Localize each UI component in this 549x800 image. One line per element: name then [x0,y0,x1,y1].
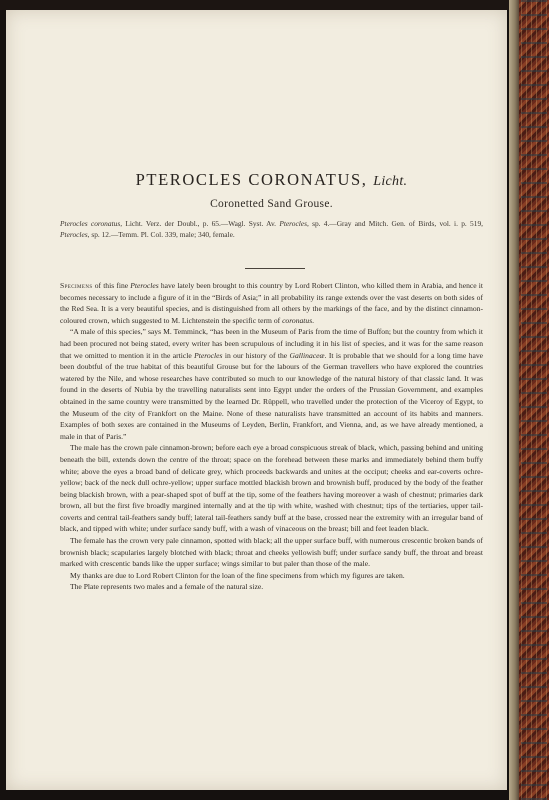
synonym-reference: sp. 12.—Temm. Pl. Col. 339, male; 340, female. [89,230,235,239]
lead-word: Specimens [60,281,93,290]
text-run: in our history of the [222,350,290,360]
scan-top-border [0,0,549,10]
paragraph-intro [60,280,483,326]
species-name: PTEROCLES CORONATUS, [135,170,368,189]
text-run: of this fine [92,281,131,290]
synonymy-block [60,218,483,240]
text-run: have lately been brought to this country by Lord Robert Clinton, who killed them in Arabia, and hence it becomes necessary to include a figure of it in the “Birds of Asia;” in all probability its range extends over the vast deserts on both sides of the Red Sea. It is a very beautiful species, and is distinguished from all others by the markings of the face, and by the distinct cinnamon-coloured crown, which suggested to M. Lichtenstein the specific term of [60,281,483,325]
synonym-name: Pterocles coronatus, [60,219,123,228]
family-name: Gallinaceæ [289,350,325,360]
specific-term: coronatus [282,315,313,325]
marbled-binding-pattern [521,0,547,800]
species-authority: Licht. [373,174,408,189]
book-page [6,10,507,790]
page-edge [509,0,519,800]
paragraph-male-description: The male has the crown pale cinnamon-brown; before each eye a broad conspicuous streak of black, which, passing behind and uniting beneath the bill, extends down the centre of the throat; space on the forehead between these marks and immediately behind them buffy white; above the eyes a broad band of delicate grey, which proceeds backwards and unites at the occiput; cheeks and ear-coverts ochre-yellow; back of the neck dull ochre-yellow; upper surface mottled blackish brown and brownish buff, produced by the body of the feather being blackish brown, with a pear-shaped spot of buff at the tip, some of the feathers having moreover a wash of chestnut; primaries dark brown, all but the first five broadly margined internally and at the tip with white, washed with chestnut; tips of the tertiaries, upper tail-coverts and central tail-feathers sandy buff; lateral tail-feathers sandy buff at the base, crossed near the extremity with an irregular band of black, and tipped with white; under surface sandy buff, with a wash of vinaceous on the breast; bill and feet leaden black. [60,443,483,534]
text-run: . [312,315,315,325]
common-name: Coronetted Sand Grouse. [210,198,333,210]
section-divider [245,268,305,269]
genus-name: Pterocles [130,281,159,290]
body-text [60,280,483,593]
paragraph-female-description: The female has the crown very pale cinnamon, spotted with black; all the upper surface buff, with numerous crescentic broken bands of brownish black; scapularies largely blotched with black; throat and cheeks yellowish buff; under surface sandy buff, the throat and breast marked with crescentic bands like the upper surface; wings similar to but paler than those of the male. [60,536,483,569]
synonym-name: Pterocles, [279,219,309,228]
synonym-reference: Licht. Verz. der Doubl., p. 65.—Wagl. Syst. Av. [122,219,280,228]
paragraph-temminck-quote [60,326,483,442]
synonym-reference: sp. 4.—Gray and Mitch. Gen. of Birds, vol. i. p. 519, [308,219,483,228]
text-run: “A male of this species,” says M. Temminck, “has been in the Museum of Paris from the time of Buffon; but the country from which it had been procured not being stated, every writer has been scrupulous of including it in his list of species, and it was for the same reason that we omitted to mention it in the article [60,327,483,360]
text-run: . It is probable that we should for a long time have been doubtful of the true habitat of this beautiful Grouse but for the labours of the German travellers who have explored the countries watered by the Nile, and whose researches have contributed so much to our knowledge of the natural history of that classic land. It was found in the deserts of Nubia by the travelling naturalists sent into Egypt under the orders of the Prussian Government, and examples obtained in the same country were transmitted by the learned Dr. Rüppell, who travelled under the protection of the Viceroy of Egypt, to the Museum of the city of Frankfort on the Maine. None of these naturalists have transmitted an account of its habits and manners. Examples of both sexes are contained in the Museums of Leyden, Berlin, Frankfort, and Vienna, and, as we have already mentioned, a male in that of Paris.” [60,350,483,441]
genus-name: Pterocles [194,350,223,360]
paragraph-plate-note: The Plate represents two males and a female of the natural size. [70,582,264,592]
synonym-name: Pterocles, [60,230,90,239]
paragraph-acknowledgement: My thanks are due to Lord Robert Clinton for the loan of the fine specimens from which my figures are taken. [70,570,405,580]
book-binding [519,0,549,800]
species-title [60,170,483,190]
